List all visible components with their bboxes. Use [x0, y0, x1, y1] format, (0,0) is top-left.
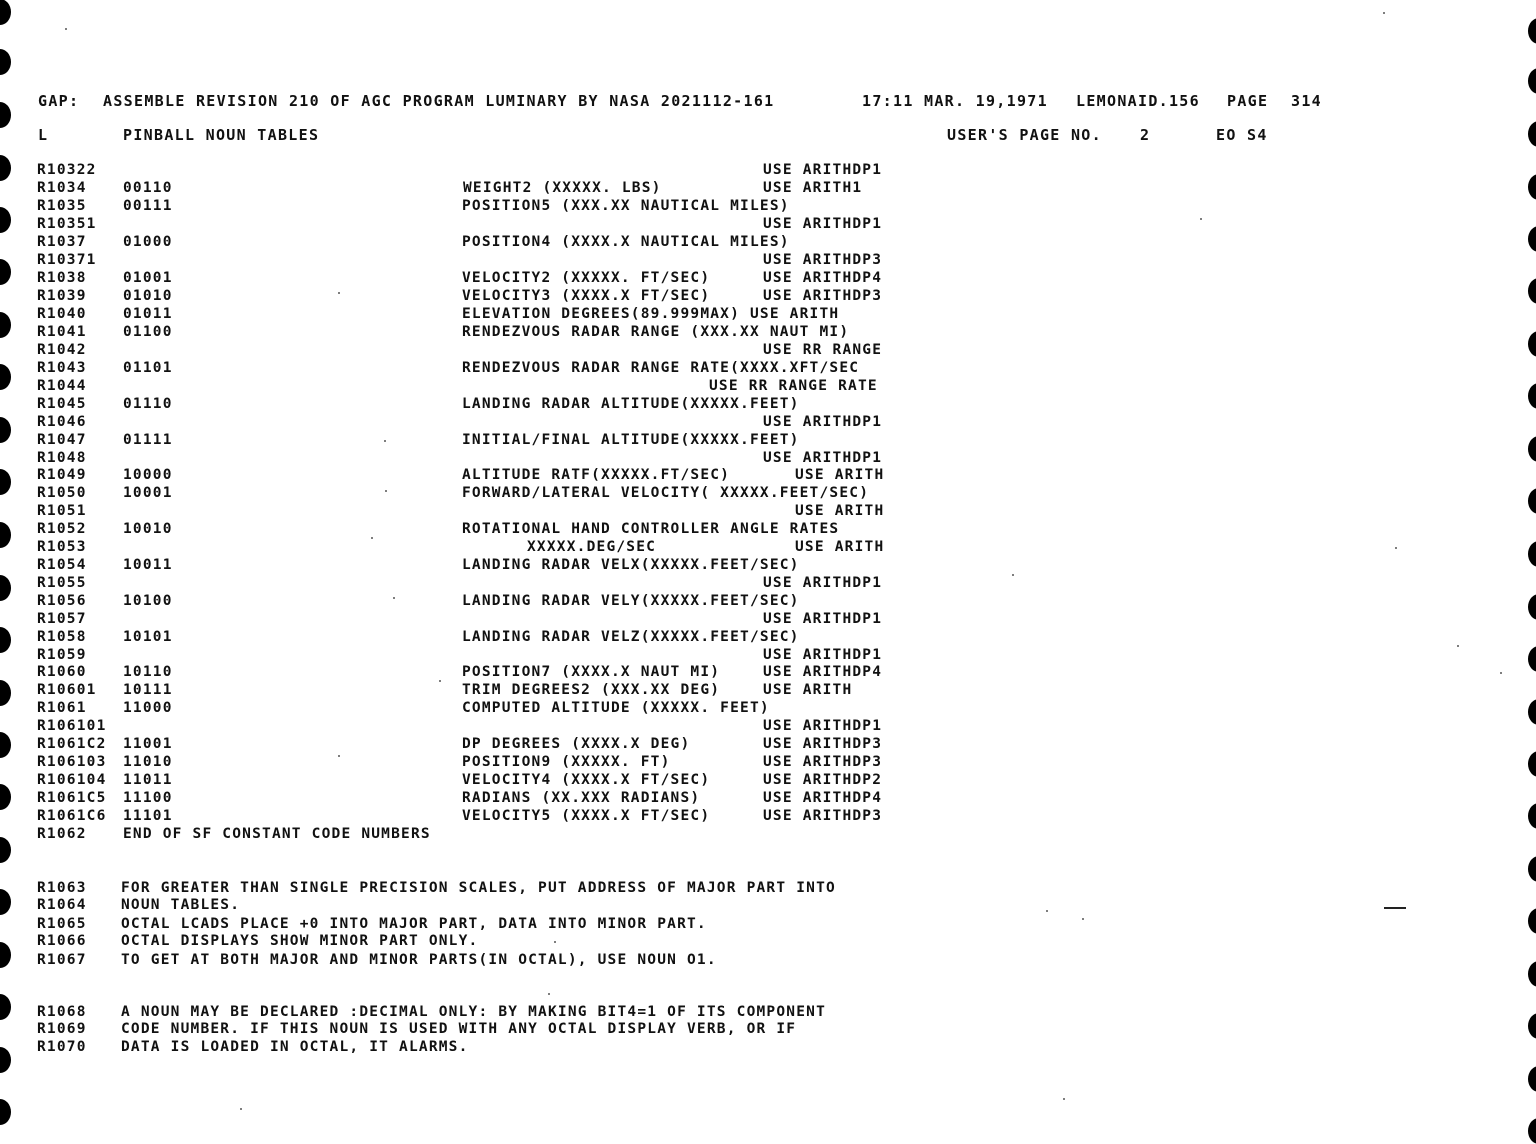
line-label-38-0: R1063: [37, 880, 87, 896]
line-label-41-0: R1066: [37, 933, 87, 949]
feed-hole-left-19: [0, 994, 11, 1020]
line-label-27-0: R1059: [37, 647, 87, 663]
line-text-4-1: 01000: [123, 234, 173, 250]
line-label-23-0: R1055: [37, 575, 87, 591]
line-label-13-0: R1045: [37, 396, 87, 412]
line-text-33-3: USE ARITHDP3: [763, 754, 883, 770]
feed-hole-right-19: [1528, 1013, 1536, 1039]
speck-13: [1457, 645, 1459, 647]
header-line1-text-2: 17:11 MAR. 19,1971: [862, 92, 1048, 110]
feed-hole-right-11: [1528, 594, 1536, 620]
line-text-12-1: USE RR RANGE RATE: [709, 378, 878, 394]
feed-hole-right-3: [1528, 174, 1536, 200]
line-text-32-2: DP DEGREES (XXXX.X DEG): [462, 736, 691, 752]
line-text-28-2: POSITION7 (XXXX.X NAUT MI): [462, 664, 721, 680]
feed-hole-right-21: [1528, 1118, 1536, 1144]
line-text-0-1: USE ARITHDP1: [763, 162, 883, 178]
feed-hole-right-14: [1528, 751, 1536, 777]
line-label-16-0: R1048: [37, 450, 87, 466]
speck-15: [1046, 910, 1048, 912]
line-label-8-0: R1040: [37, 306, 87, 322]
feed-hole-right-10: [1528, 541, 1536, 567]
feed-hole-right-5: [1528, 278, 1536, 304]
feed-hole-left-5: [0, 259, 11, 285]
feed-hole-right-17: [1528, 908, 1536, 934]
line-text-34-1: 11011: [123, 772, 173, 788]
feed-hole-right-13: [1528, 699, 1536, 725]
line-text-34-2: VELOCITY4 (XXXX.X FT/SEC): [462, 772, 711, 788]
speck-7: [338, 755, 340, 757]
line-label-24-0: R1056: [37, 593, 87, 609]
line-text-26-1: 10101: [123, 629, 173, 645]
line-text-36-2: VELOCITY5 (XXXX.X FT/SEC): [462, 808, 711, 824]
line-text-26-2: LANDING RADAR VELZ(XXXXX.FEET/SEC): [462, 629, 800, 645]
line-label-7-0: R1039: [37, 288, 87, 304]
line-text-2-1: 00111: [123, 198, 173, 214]
line-label-37-0: R1062: [37, 826, 87, 842]
line-label-25-0: R1057: [37, 611, 87, 627]
speck-18: [1383, 12, 1385, 14]
header-line2-text-0: L: [38, 126, 49, 144]
feed-hole-left-7: [0, 364, 11, 390]
line-label-32-0: R1061C2: [37, 736, 107, 752]
line-text-19-1: USE ARITH: [795, 503, 885, 519]
line-text-13-1: 01110: [123, 396, 173, 412]
line-text-11-1: 01101: [123, 360, 173, 376]
feed-hole-left-14: [0, 732, 11, 758]
line-text-25-1: USE ARITHDP1: [763, 611, 883, 627]
line-label-9-0: R1041: [37, 324, 87, 340]
speck-19: [1200, 218, 1202, 220]
line-text-29-2: TRIM DEGREES2 (XXX.XX DEG): [462, 682, 721, 698]
line-label-44-0: R1069: [37, 1021, 87, 1037]
line-label-31-0: R106101: [37, 718, 107, 734]
speck-6: [439, 680, 441, 682]
feed-hole-left-15: [0, 784, 11, 810]
line-label-26-0: R1058: [37, 629, 87, 645]
line-text-10-1: USE RR RANGE: [763, 342, 883, 358]
feed-hole-left-18: [0, 942, 11, 968]
feed-hole-right-6: [1528, 331, 1536, 357]
line-label-5-0: R10371: [37, 252, 97, 268]
feed-hole-left-9: [0, 469, 11, 495]
line-text-7-2: VELOCITY3 (XXXX.X FT/SEC): [462, 288, 711, 304]
line-label-21-0: R1053: [37, 539, 87, 555]
line-text-35-2: RADIANS (XX.XXX RADIANS): [462, 790, 701, 806]
feed-hole-left-1: [0, 49, 11, 75]
line-text-5-1: USE ARITHDP3: [763, 252, 883, 268]
line-label-0-0: R10322: [37, 162, 97, 178]
line-label-10-0: R1042: [37, 342, 87, 358]
line-text-16-1: USE ARITHDP1: [763, 450, 883, 466]
line-text-21-1: XXXXX.DEG/SEC: [527, 539, 657, 555]
line-text-1-2: WEIGHT2 (XXXXX. LBS): [463, 180, 662, 196]
header-line1-text-1: ASSEMBLE REVISION 210 OF AGC PROGRAM LUMINARY BY NASA 2021112-161: [103, 92, 775, 110]
line-label-45-0: R1070: [37, 1039, 87, 1055]
line-label-17-0: R1049: [37, 467, 87, 483]
line-text-33-1: 11010: [123, 754, 173, 770]
line-label-43-0: R1068: [37, 1004, 87, 1020]
line-text-30-2: COMPUTED ALTITUDE (XXXXX. FEET): [462, 700, 770, 716]
line-label-19-0: R1051: [37, 503, 87, 519]
line-text-8-2: ELEVATION DEGREES(89.999MAX) USE ARITH: [462, 306, 840, 322]
line-text-9-2: RENDEZVOUS RADAR RANGE (XXX.XX NAUT MI): [462, 324, 850, 340]
line-text-36-1: 11101: [123, 808, 173, 824]
line-label-15-0: R1047: [37, 432, 87, 448]
feed-hole-right-20: [1528, 1066, 1536, 1092]
line-label-12-0: R1044: [37, 378, 87, 394]
line-text-14-1: USE ARITHDP1: [763, 414, 883, 430]
feed-hole-right-16: [1528, 856, 1536, 882]
feed-hole-left-17: [0, 889, 11, 915]
line-text-13-2: LANDING RADAR ALTITUDE(XXXXX.FEET): [462, 396, 800, 412]
feed-hole-left-8: [0, 417, 11, 443]
feed-hole-left-3: [0, 155, 11, 181]
line-text-8-1: 01011: [123, 306, 173, 322]
line-text-7-1: 01010: [123, 288, 173, 304]
feed-hole-right-4: [1528, 226, 1536, 252]
feed-hole-left-2: [0, 102, 11, 128]
header-line1-text-0: GAP:: [38, 92, 80, 110]
line-label-2-0: R1035: [37, 198, 87, 214]
speck-2: [384, 440, 386, 442]
line-text-33-2: POSITION9 (XXXXX. FT): [462, 754, 671, 770]
feed-hole-left-0: [0, 0, 11, 25]
line-text-17-2: ALTITUDE RATF(XXXXX.FT/SEC): [462, 467, 731, 483]
line-label-20-0: R1052: [37, 521, 87, 537]
line-label-36-0: R1061C6: [37, 808, 107, 824]
line-text-4-2: POSITION4 (XXXX.X NAUTICAL MILES): [462, 234, 790, 250]
line-text-22-1: 10011: [123, 557, 173, 573]
line-text-38-1: FOR GREATER THAN SINGLE PRECISION SCALES, PUT ADDRESS OF MAJOR PART INTO: [121, 880, 836, 896]
line-label-35-0: R1061C5: [37, 790, 107, 806]
line-text-18-2: FORWARD/LATERAL VELOCITY( XXXXX.FEET/SEC): [462, 485, 870, 501]
line-label-6-0: R1038: [37, 270, 87, 286]
speck-10: [240, 1108, 242, 1110]
feed-hole-left-4: [0, 207, 11, 233]
feed-hole-left-20: [0, 1047, 11, 1073]
feed-hole-right-0: [1528, 18, 1536, 44]
line-text-1-3: USE ARITH1: [763, 180, 863, 196]
line-label-29-0: R10601: [37, 682, 97, 698]
feed-hole-right-8: [1528, 436, 1536, 462]
feed-hole-left-13: [0, 680, 11, 706]
line-label-42-0: R1067: [37, 952, 87, 968]
line-text-6-3: USE ARITHDP4: [763, 270, 883, 286]
feed-hole-right-12: [1528, 646, 1536, 672]
feed-hole-left-11: [0, 575, 11, 601]
line-label-22-0: R1054: [37, 557, 87, 573]
header-line1-text-5: 314: [1291, 92, 1322, 110]
line-text-45-1: DATA IS LOADED IN OCTAL, IT ALARMS.: [121, 1039, 469, 1055]
line-label-28-0: R1060: [37, 664, 87, 680]
line-text-42-1: TO GET AT BOTH MAJOR AND MINOR PARTS(IN OCTAL), USE NOUN O1.: [121, 952, 717, 968]
line-text-36-3: USE ARITHDP3: [763, 808, 883, 824]
feed-hole-right-9: [1528, 488, 1536, 514]
line-text-32-3: USE ARITHDP3: [763, 736, 883, 752]
speck-17: [1063, 1098, 1065, 1100]
feed-hole-right-18: [1528, 961, 1536, 987]
line-text-23-1: USE ARITHDP1: [763, 575, 883, 591]
line-label-18-0: R1050: [37, 485, 87, 501]
line-text-29-1: 10111: [123, 682, 173, 698]
feed-hole-right-15: [1528, 803, 1536, 829]
line-text-20-1: 10010: [123, 521, 173, 537]
stray-mark: [1384, 907, 1406, 909]
line-text-24-2: LANDING RADAR VELY(XXXXX.FEET/SEC): [462, 593, 800, 609]
header-line2-text-2: USER'S PAGE NO.: [947, 126, 1102, 144]
feed-hole-right-7: [1528, 383, 1536, 409]
line-label-33-0: R106103: [37, 754, 107, 770]
line-label-11-0: R1043: [37, 360, 87, 376]
feed-hole-left-12: [0, 627, 11, 653]
line-text-34-3: USE ARITHDP2: [763, 772, 883, 788]
line-text-2-2: POSITION5 (XXX.XX NAUTICAL MILES): [462, 198, 790, 214]
line-text-15-1: 01111: [123, 432, 173, 448]
feed-hole-right-2: [1528, 121, 1536, 147]
line-text-44-1: CODE NUMBER. IF THIS NOUN IS USED WITH ANY OCTAL DISPLAY VERB, OR IF: [121, 1021, 797, 1037]
line-text-22-2: LANDING RADAR VELX(XXXXX.FEET/SEC): [462, 557, 800, 573]
line-text-7-3: USE ARITHDP3: [763, 288, 883, 304]
header-line1-text-3: LEMONAID.156: [1076, 92, 1200, 110]
line-label-3-0: R10351: [37, 216, 97, 232]
line-text-37-1: END OF SF CONSTANT CODE NUMBERS: [123, 826, 431, 842]
line-text-35-3: USE ARITHDP4: [763, 790, 883, 806]
line-text-32-1: 11001: [123, 736, 173, 752]
line-text-18-1: 10001: [123, 485, 173, 501]
line-text-40-1: OCTAL LCADS PLACE +0 INTO MAJOR PART, DATA INTO MINOR PART.: [121, 916, 707, 932]
speck-3: [385, 490, 387, 492]
line-text-28-3: USE ARITHDP4: [763, 664, 883, 680]
header-line2-text-1: PINBALL NOUN TABLES: [123, 126, 320, 144]
line-text-21-2: USE ARITH: [795, 539, 885, 555]
header-line2-text-3: 2: [1140, 126, 1151, 144]
line-text-27-1: USE ARITHDP1: [763, 647, 883, 663]
speck-12: [1395, 547, 1397, 549]
speck-9: [548, 993, 550, 995]
line-text-35-1: 11100: [123, 790, 173, 806]
line-text-20-2: ROTATIONAL HAND CONTROLLER ANGLE RATES: [462, 521, 840, 537]
speck-11: [1012, 574, 1014, 576]
line-text-15-2: INITIAL/FINAL ALTITUDE(XXXXX.FEET): [462, 432, 800, 448]
line-text-41-1: OCTAL DISPLAYS SHOW MINOR PART ONLY.: [121, 933, 479, 949]
line-text-28-1: 10110: [123, 664, 173, 680]
line-text-6-1: 01001: [123, 270, 173, 286]
line-label-14-0: R1046: [37, 414, 87, 430]
speck-1: [338, 292, 340, 294]
header-line2-text-4: EO S4: [1216, 126, 1268, 144]
speck-16: [1082, 918, 1084, 920]
feed-hole-left-10: [0, 522, 11, 548]
speck-8: [554, 941, 556, 943]
line-label-1-0: R1034: [37, 180, 87, 196]
line-text-30-1: 11000: [123, 700, 173, 716]
line-text-17-1: 10000: [123, 467, 173, 483]
line-text-29-3: USE ARITH: [763, 682, 853, 698]
header-line1-text-4: PAGE: [1227, 92, 1269, 110]
feed-hole-left-16: [0, 837, 11, 863]
line-label-40-0: R1065: [37, 916, 87, 932]
line-text-1-1: 00110: [123, 180, 173, 196]
line-text-31-1: USE ARITHDP1: [763, 718, 883, 734]
line-text-39-1: NOUN TABLES.: [121, 897, 241, 913]
feed-hole-left-21: [0, 1099, 11, 1125]
line-text-43-1: A NOUN MAY BE DECLARED :DECIMAL ONLY: BY MAKING BIT4=1 OF ITS COMPONENT: [121, 1004, 827, 1020]
line-label-4-0: R1037: [37, 234, 87, 250]
line-text-24-1: 10100: [123, 593, 173, 609]
line-label-39-0: R1064: [37, 897, 87, 913]
feed-hole-right-1: [1528, 68, 1536, 94]
speck-14: [1500, 672, 1502, 674]
line-text-17-3: USE ARITH: [795, 467, 885, 483]
speck-5: [393, 597, 395, 599]
line-label-34-0: R106104: [37, 772, 107, 788]
line-label-30-0: R1061: [37, 700, 87, 716]
line-text-3-1: USE ARITHDP1: [763, 216, 883, 232]
feed-hole-left-6: [0, 312, 11, 338]
line-text-6-2: VELOCITY2 (XXXXX. FT/SEC): [462, 270, 711, 286]
line-text-9-1: 01100: [123, 324, 173, 340]
speck-0: [65, 28, 67, 30]
line-text-11-2: RENDEZVOUS RADAR RANGE RATE(XXXX.XFT/SEC: [462, 360, 860, 376]
speck-4: [371, 537, 373, 539]
